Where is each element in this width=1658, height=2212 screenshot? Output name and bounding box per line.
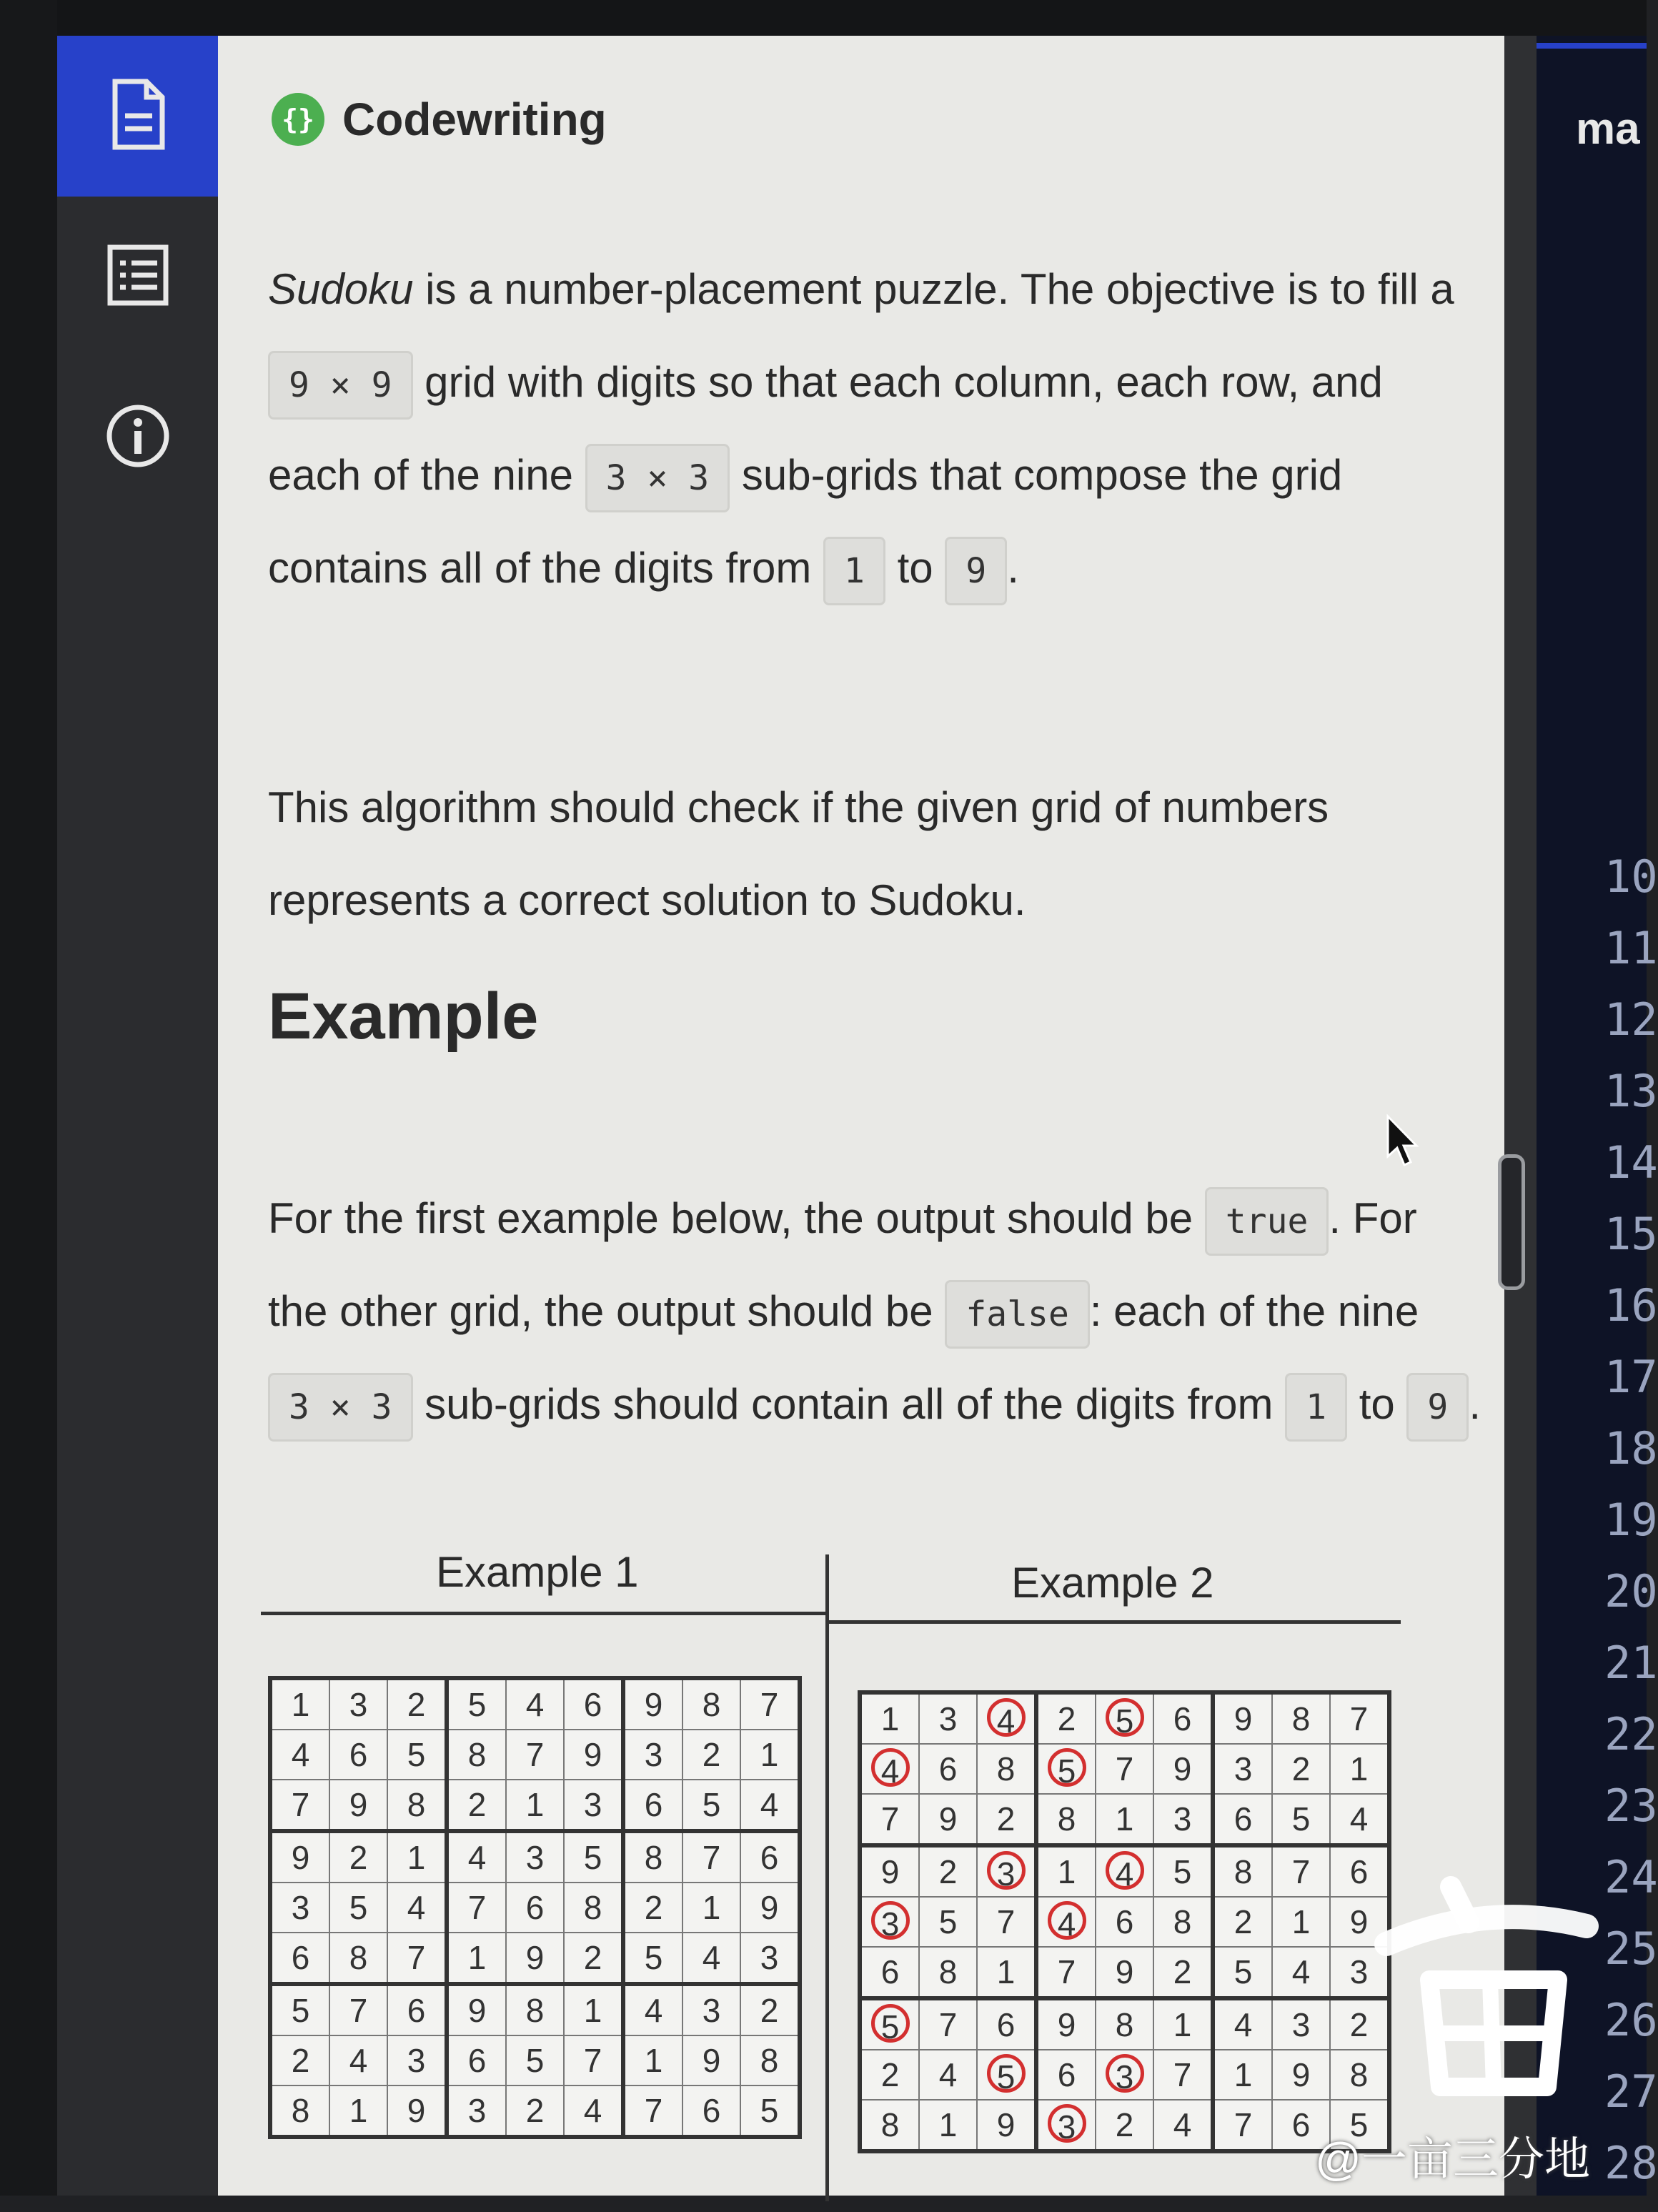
inline-code: 1 — [823, 537, 885, 605]
grid-cell: 4 — [329, 2035, 387, 2085]
grid-cell: 2 — [564, 1933, 623, 1984]
circled-digit: 4 — [987, 1698, 1026, 1737]
grid-cell: 7 — [919, 1998, 977, 2050]
line-number: 26 — [1604, 1994, 1658, 2046]
grid-cell: 9 — [329, 1780, 387, 1831]
grid-cell: 1 — [682, 1883, 740, 1933]
grid-cell — [977, 2050, 1036, 2100]
grid-cell: 5 — [270, 1984, 329, 2035]
grid-cell: 2 — [387, 1678, 447, 1730]
grid-cell: 1 — [919, 2100, 977, 2151]
grid-cell: 8 — [506, 1984, 564, 2035]
grid-cell: 7 — [1330, 1692, 1389, 1744]
grid-cell: 1 — [860, 1692, 919, 1744]
grid-cell: 3 — [1272, 1998, 1330, 2050]
grid-cell: 5 — [447, 1678, 506, 1730]
grid-cell: 5 — [623, 1933, 682, 1984]
grid-cell: 9 — [1272, 2050, 1330, 2100]
example-paragraph: For the first example below, the output should be true . For the other grid, the output should be false : each of the nine 3 × 3 sub-grids should contain all of the digits from 1 to 9 . — [268, 1172, 1483, 1451]
grid-cell: 7 — [1036, 1947, 1096, 1998]
grid-cell: 8 — [682, 1678, 740, 1730]
grid-cell: 7 — [1213, 2100, 1272, 2151]
task-description-panel — [218, 36, 1504, 2196]
grid-cell: 2 — [506, 2085, 564, 2137]
grid-cell: 1 — [329, 2085, 387, 2137]
description-paragraph: Sudoku is a number-placement puzzle. The objective is to fill a 9 × 9 grid with digits so that each column, each row, and each of the nine 3 × 3 sub-grids that compose the grid contains all of the digits from 1 to 9 . — [268, 243, 1483, 615]
grid-cell: 9 — [1153, 1744, 1213, 1794]
grid-cell: 1 — [1330, 1744, 1389, 1794]
line-number: 12 — [1604, 993, 1658, 1046]
grid-cell: 6 — [329, 1730, 387, 1780]
grid-cell: 4 — [1272, 1947, 1330, 1998]
grid-cell — [860, 1897, 919, 1947]
sidebar-item-info[interactable] — [57, 357, 218, 518]
example-1-caption: Example 1 — [436, 1548, 639, 1596]
grid-cell: 2 — [1330, 1998, 1389, 2050]
description-paragraph-2: This algorithm should check if the given grid of numbers represents a correct solution to Sudoku. — [268, 783, 1329, 924]
grid-cell: 6 — [623, 1780, 682, 1831]
line-number: 10 — [1604, 850, 1658, 903]
line-number: 22 — [1604, 1708, 1658, 1760]
grid-cell: 6 — [860, 1947, 919, 1998]
grid-cell: 8 — [387, 1780, 447, 1831]
grid-cell: 4 — [447, 1831, 506, 1883]
grid-cell: 1 — [387, 1831, 447, 1883]
grid-cell: 6 — [919, 1744, 977, 1794]
grid-cell: 2 — [1036, 1692, 1096, 1744]
grid-cell: 7 — [860, 1794, 919, 1845]
grid-cell: 2 — [329, 1831, 387, 1883]
grid-cell: 9 — [860, 1845, 919, 1897]
sidebar-item-tests[interactable] — [57, 197, 218, 357]
line-number: 14 — [1604, 1136, 1658, 1189]
grid-cell: 6 — [682, 2085, 740, 2137]
grid-cell: 9 — [270, 1831, 329, 1883]
sidebar-item-description[interactable] — [57, 36, 218, 197]
circled-digit: 3 — [1048, 2104, 1086, 2143]
grid-cell: 9 — [506, 1933, 564, 1984]
document-icon — [109, 79, 167, 154]
grid-cell: 9 — [623, 1678, 682, 1730]
grid-cell: 5 — [1272, 1794, 1330, 1845]
grid-cell: 1 — [1153, 1998, 1213, 2050]
grid-cell: 8 — [1096, 1998, 1153, 2050]
grid-cell: 3 — [564, 1780, 623, 1831]
grid-cell: 7 — [740, 1678, 800, 1730]
grid-cell: 3 — [506, 1831, 564, 1883]
circled-digit: 3 — [871, 1901, 910, 1940]
grid-cell: 8 — [1213, 1845, 1272, 1897]
line-number: 18 — [1604, 1422, 1658, 1474]
grid-row — [860, 1998, 1389, 2050]
grid-cell: 2 — [860, 2050, 919, 2100]
panel-resize-handle[interactable] — [1498, 1154, 1525, 1290]
inline-code: 3 × 3 — [268, 1373, 413, 1442]
grid-row — [270, 1831, 800, 1883]
grid-cell: 1 — [977, 1947, 1036, 1998]
grid-cell: 6 — [1330, 1845, 1389, 1897]
grid-cell: 7 — [506, 1730, 564, 1780]
line-number: 28 — [1604, 2137, 1658, 2189]
line-number: 19 — [1604, 1494, 1658, 1546]
grid-cell: 7 — [1153, 2050, 1213, 2100]
grid-cell: 7 — [447, 1883, 506, 1933]
circled-digit: 5 — [871, 2004, 910, 2043]
grid-cell: 4 — [682, 1933, 740, 1984]
line-number: 13 — [1604, 1065, 1658, 1117]
grid-cell: 3 — [447, 2085, 506, 2137]
grid-cell — [1096, 1845, 1153, 1897]
circled-digit: 3 — [987, 1851, 1026, 1890]
grid-row — [270, 1730, 800, 1780]
grid-cell: 4 — [1153, 2100, 1213, 2151]
editor-active-tab-indicator — [1537, 43, 1647, 49]
grid-cell: 5 — [329, 1883, 387, 1933]
grid-cell: 2 — [682, 1730, 740, 1780]
grid-cell: 9 — [447, 1984, 506, 2035]
line-number: 27 — [1604, 2065, 1658, 2118]
grid-cell: 7 — [977, 1897, 1036, 1947]
sudoku-grid-example-2 — [858, 1690, 1391, 2153]
grid-cell: 7 — [1272, 1845, 1330, 1897]
grid-cell: 6 — [1272, 2100, 1330, 2151]
grid-cell: 5 — [387, 1730, 447, 1780]
grid-cell: 2 — [447, 1780, 506, 1831]
grid-cell: 1 — [623, 2035, 682, 2085]
figure-divider — [825, 1554, 829, 2201]
grid-cell: 8 — [270, 2085, 329, 2137]
caption-rule-right — [829, 1620, 1401, 1624]
caption-rule-left — [261, 1612, 825, 1615]
line-number: 25 — [1604, 1923, 1658, 1975]
grid-cell: 6 — [740, 1831, 800, 1883]
codewriting-icon: {} — [272, 93, 324, 146]
grid-cell: 4 — [387, 1883, 447, 1933]
grid-cell: 5 — [740, 2085, 800, 2137]
left-bezel — [0, 0, 57, 2196]
grid-cell: 3 — [329, 1678, 387, 1730]
line-number: 20 — [1604, 1565, 1658, 1617]
grid-cell: 5 — [919, 1897, 977, 1947]
grid-cell: 7 — [270, 1780, 329, 1831]
grid-cell: 1 — [506, 1780, 564, 1831]
grid-row — [270, 1984, 800, 2035]
grid-cell: 9 — [919, 1794, 977, 1845]
grid-cell: 4 — [623, 1984, 682, 2035]
grid-row — [270, 2085, 800, 2137]
grid-cell: 5 — [682, 1780, 740, 1831]
grid-cell: 2 — [1213, 1897, 1272, 1947]
list-icon — [107, 244, 169, 309]
example-2-caption: Example 2 — [1011, 1559, 1214, 1607]
grid-cell: 3 — [740, 1933, 800, 1984]
watermark-logo — [1344, 1858, 1615, 2105]
grid-cell — [1096, 2050, 1153, 2100]
grid-cell: 6 — [1036, 2050, 1096, 2100]
example-heading: Example — [268, 980, 539, 1053]
grid-cell: 7 — [387, 1933, 447, 1984]
grid-cell: 1 — [564, 1984, 623, 2035]
grid-cell — [1036, 1897, 1096, 1947]
watermark-text: @一亩三分地 — [1315, 2133, 1590, 2185]
grid-cell: 8 — [977, 1744, 1036, 1794]
grid-cell: 8 — [329, 1933, 387, 1984]
task-header — [272, 93, 607, 146]
grid-cell: 3 — [270, 1883, 329, 1933]
grid-cell: 7 — [329, 1984, 387, 2035]
grid-cell: 6 — [1153, 1692, 1213, 1744]
grid-cell: 9 — [682, 2035, 740, 2085]
grid-row — [860, 2050, 1389, 2100]
grid-cell — [977, 1692, 1036, 1744]
grid-cell: 9 — [977, 2100, 1036, 2151]
grid-cell: 2 — [977, 1794, 1036, 1845]
line-number: 15 — [1604, 1208, 1658, 1260]
grid-cell: 2 — [623, 1883, 682, 1933]
grid-cell: 3 — [919, 1692, 977, 1744]
line-number: 17 — [1604, 1351, 1658, 1403]
grid-cell: 5 — [564, 1831, 623, 1883]
editor-tab-title[interactable]: ma — [1576, 104, 1640, 154]
grid-cell: 7 — [623, 2085, 682, 2137]
grid-cell: 9 — [564, 1730, 623, 1780]
grid-cell: 8 — [447, 1730, 506, 1780]
circled-digit: 4 — [1106, 1851, 1144, 1890]
circled-digit: 4 — [871, 1748, 910, 1787]
grid-cell: 9 — [387, 2085, 447, 2137]
grid-cell: 4 — [564, 2085, 623, 2137]
grid-cell: 1 — [740, 1730, 800, 1780]
grid-cell — [977, 1845, 1036, 1897]
grid-cell: 6 — [1096, 1897, 1153, 1947]
grid-cell: 1 — [1036, 1845, 1096, 1897]
grid-cell: 8 — [1036, 1794, 1096, 1845]
line-number: 24 — [1604, 1851, 1658, 1903]
grid-cell: 2 — [1153, 1947, 1213, 1998]
grid-cell: 1 — [1096, 1794, 1153, 1845]
grid-cell: 3 — [1153, 1794, 1213, 1845]
grid-cell — [860, 1744, 919, 1794]
grid-cell: 2 — [1096, 2100, 1153, 2151]
grid-row — [860, 1845, 1389, 1897]
grid-cell — [1036, 1744, 1096, 1794]
grid-cell: 5 — [506, 2035, 564, 2085]
grid-row — [270, 1678, 800, 1730]
grid-cell: 2 — [1272, 1744, 1330, 1794]
grid-row — [270, 1883, 800, 1933]
grid-row — [860, 1794, 1389, 1845]
inline-code: true — [1205, 1187, 1329, 1256]
grid-cell: 5 — [1213, 1947, 1272, 1998]
inline-code: 9 — [1406, 1373, 1469, 1442]
grid-cell: 9 — [1213, 1692, 1272, 1744]
circled-digit: 3 — [1106, 2054, 1144, 2093]
grid-cell: 8 — [1330, 2050, 1389, 2100]
mouse-cursor-icon — [1386, 1115, 1422, 1173]
circled-digit: 4 — [1048, 1901, 1086, 1940]
grid-cell: 3 — [623, 1730, 682, 1780]
grid-cell: 4 — [1330, 1794, 1389, 1845]
grid-cell — [1036, 2100, 1096, 2151]
top-bezel — [0, 0, 1647, 36]
grid-row — [270, 2035, 800, 2085]
grid-row — [860, 1692, 1389, 1744]
circled-digit: 5 — [987, 2054, 1026, 2093]
sudoku-grid-example-1 — [268, 1676, 802, 2139]
line-number: 11 — [1604, 922, 1658, 974]
grid-row — [270, 1780, 800, 1831]
grid-cell: 8 — [740, 2035, 800, 2085]
inline-code: 9 × 9 — [268, 351, 413, 420]
grid-row — [860, 1897, 1389, 1947]
inline-code: 1 — [1285, 1373, 1347, 1442]
grid-cell: 3 — [387, 2035, 447, 2085]
grid-cell: 4 — [919, 2050, 977, 2100]
grid-cell: 5 — [1330, 2100, 1389, 2151]
grid-cell: 7 — [682, 1831, 740, 1883]
grid-cell: 5 — [1153, 1845, 1213, 1897]
grid-cell: 6 — [506, 1883, 564, 1933]
grid-cell: 6 — [387, 1984, 447, 2035]
grid-cell: 1 — [270, 1678, 329, 1730]
circled-digit: 5 — [1106, 1698, 1144, 1737]
grid-cell: 2 — [740, 1984, 800, 2035]
grid-cell: 9 — [1330, 1897, 1389, 1947]
grid-cell: 7 — [1096, 1744, 1153, 1794]
grid-row — [860, 1947, 1389, 1998]
grid-cell: 3 — [1213, 1744, 1272, 1794]
grid-row — [860, 1744, 1389, 1794]
grid-cell: 4 — [1213, 1998, 1272, 2050]
line-number: 23 — [1604, 1780, 1658, 1832]
grid-cell: 6 — [977, 1998, 1036, 2050]
grid-cell: 4 — [270, 1730, 329, 1780]
grid-cell: 6 — [270, 1933, 329, 1984]
grid-cell: 6 — [447, 2035, 506, 2085]
grid-cell: 1 — [1272, 1897, 1330, 1947]
grid-cell — [860, 1998, 919, 2050]
grid-cell: 8 — [564, 1883, 623, 1933]
inline-code: false — [945, 1280, 1090, 1349]
circled-digit: 5 — [1048, 1748, 1086, 1787]
inline-code: 3 × 3 — [585, 444, 730, 512]
grid-row — [270, 1933, 800, 1984]
line-number: 16 — [1604, 1279, 1658, 1331]
grid-cell: 9 — [1096, 1947, 1153, 1998]
grid-cell: 8 — [1153, 1897, 1213, 1947]
grid-cell: 3 — [1330, 1947, 1389, 1998]
grid-cell: 1 — [1213, 2050, 1272, 2100]
grid-cell: 3 — [682, 1984, 740, 2035]
grid-cell: 4 — [506, 1678, 564, 1730]
inline-code: 9 — [945, 537, 1007, 605]
task-category: Codewriting — [342, 94, 607, 145]
grid-cell: 8 — [919, 1947, 977, 1998]
grid-row — [860, 2100, 1389, 2151]
grid-cell: 8 — [1272, 1692, 1330, 1744]
grid-cell: 9 — [740, 1883, 800, 1933]
grid-cell — [1096, 1692, 1153, 1744]
grid-cell: 9 — [1036, 1998, 1096, 2050]
info-icon — [105, 403, 171, 472]
examples-figure — [261, 1547, 1433, 2212]
grid-cell: 8 — [623, 1831, 682, 1883]
grid-cell: 4 — [740, 1780, 800, 1831]
line-number: 21 — [1604, 1637, 1658, 1689]
grid-cell: 2 — [919, 1845, 977, 1897]
grid-cell: 8 — [860, 2100, 919, 2151]
grid-cell: 1 — [447, 1933, 506, 1984]
grid-cell: 6 — [564, 1678, 623, 1730]
grid-cell: 6 — [1213, 1794, 1272, 1845]
grid-cell: 7 — [564, 2035, 623, 2085]
sidebar — [57, 36, 218, 2196]
grid-cell: 2 — [270, 2035, 329, 2085]
